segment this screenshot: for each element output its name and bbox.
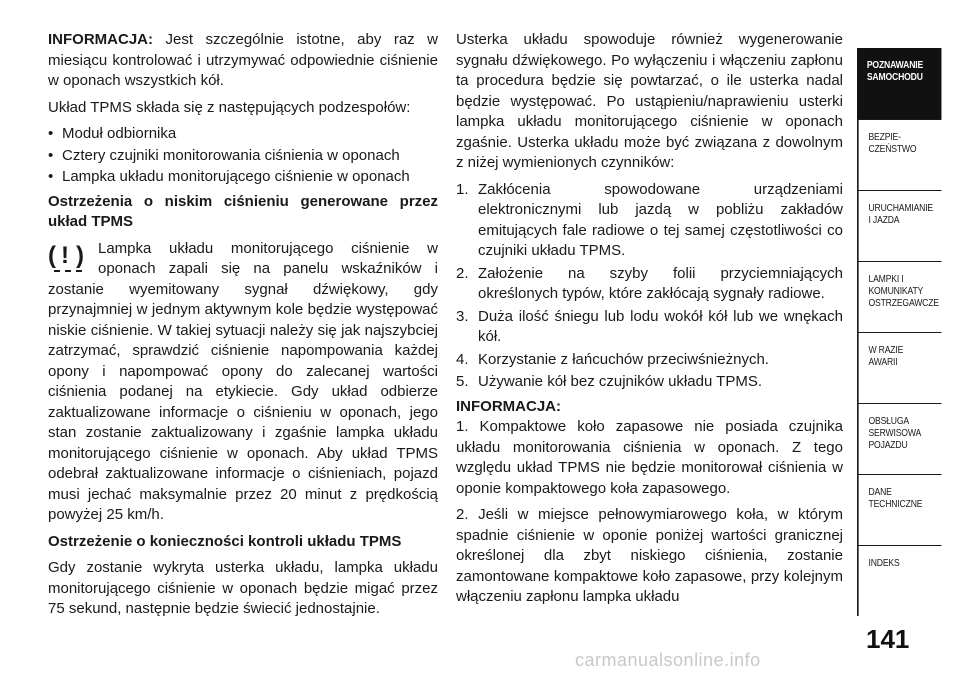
chapter-tabs [857,48,960,616]
service-text: Gdy zostanie wykryta usterka układu, lampka układu monitorującego ciśnienie w oponach będzie migać przez 75 sekund, następnie będzie świecić jednostajnie. [48,559,438,617]
list-item: • Moduł odbiornika [48,124,438,145]
note-1: 1. Kompaktowe koło zapasowe nie posiada czujnika układu monitorowania ciśnienia w oponach. Z tego względu układ TPMS nie będzie monitorował ciśnienia w oponie kompaktowego koła zapasowego. [456,418,843,497]
tab-indeks[interactable]: INDEKS [857,545,941,616]
tpms-intro: Układ TPMS składa się z następujących podzespołów: [48,98,411,116]
list-item: 3. Duża ilość śniegu lub lodu wokół kół lub we wnękach kół. [456,307,843,345]
note-2: 2. Jeśli w miejsce pełnowymiarowego koła, w którym spadnie ciśnienie w oponie poniżej wartości granicznej określonej dla zbyt niskiego ciśnienia, zostanie zamontowane kompaktowe koło zapasowe, przy kolejnym włączeniu zapłonu lampka układu [456,506,843,605]
tire-pressure-warning-icon: ( ! ) [48,243,88,273]
page-number: 141 [866,624,910,654]
list-item: 4. Korzystanie z łańcuchów przeciwśnieżnych. [456,350,769,368]
tab-w-razie-awarii[interactable]: W RAZIE AWARII [857,332,941,403]
right-column [456,30,843,614]
component-list [48,124,438,188]
fault-intro: Usterka układu spowoduje również wygenerowanie sygnału dźwiękowego. Po wyłączeniu i włączeniu zapłonu ta procedura będzie się powtarzać, o ile usterka nadal będzie występować. Po ustąpieniu/naprawieniu usterki lampka układu monitorującego ciśnienie w oponach zgaśnie. Usterka układu może być związana z dowolnym z niżej wymienionych czynników: [456,31,843,171]
heading-low-pressure: Ostrzeżenia o niskim ciśnieniu generowane przez układ TPMS [48,192,438,230]
info-paragraph [48,30,438,92]
list-item: 2. Założenie na szyby folii przyciemniających określonych typów, które zakłócają sygnały radiowe. [456,264,843,302]
tab-poznawanie-samochodu[interactable]: POZNAWANIE SAMOCHODU [857,48,941,119]
list-item: 1. Zakłócenia spowodowane urządzeniami elektronicznymi lub jazdą w pobliżu zakładów emitujących fale radiowe o tej samej częstotliwości co czujniki układu TPMS. [456,180,843,259]
tab-bezpieczenstwo[interactable]: BEZPIE- CZEŃSTWO [857,119,941,190]
tab-dane-techniczne[interactable]: DANE TECHNICZNE [857,474,941,545]
fault-causes-list [456,180,843,393]
list-item: • Lampka układu monitorującego ciśnienie w oponach [48,167,438,188]
heading-service: Ostrzeżenie o konieczności kontroli układu TPMS [48,532,402,550]
tab-uruchamianie-i-jazda[interactable]: URUCHAMIANIE I JAZDA [857,190,941,261]
list-item: 5. Używanie kół bez czujników układu TPMS. [456,373,763,390]
info-label: INFORMACJA: [48,31,153,48]
low-pressure-text: Lampka układu monitorującego ciśnienie w oponach zapali się na panelu wskaźników i zostanie wyemitowany sygnał dźwiękowy, gdy przynajmniej w jednym aktywnym kole będzie występować niskie ciśnienie. W takiej sytuacji należy się jak najszybciej zatrzymać, sprawdzić ciśnienie napompowania każdej opony i napompować opony do zalecanej wartości ciśnienia podanej na etykiecie. Gdy układ odbierze zaktualizowane informacje o ciśnieniu w oponach, jego stan zostanie zaktualizowany i zgaśnie lampka układu monitorującego ciśnienie w oponach. Aby układ TPMS odebrał zaktualizowane informacje o ciśnieniach, pojazd musi jechać maksymalnie przez 20 minut z prędkością powyżej 25 km/h. [48,239,438,523]
tab-obsluga-serwisowa[interactable]: OBSŁUGA SERWISOWA POJAZDU [857,403,941,474]
info-text: Jest szczególnie istotne, aby raz w miesiącu kontrolować i utrzymywać odpowiednie ciśnienie w oponach wszystkich kół. [48,31,438,89]
tab-lampki-i-komunikaty[interactable]: LAMPKI I KOMUNIKATY OSTRZEGAWCZE [857,261,941,332]
list-item: • Cztery czujniki monitorowania ciśnienia w oponach [48,146,438,167]
watermark: carmanualsonline.info [575,650,761,670]
left-column [48,30,438,626]
low-pressure-paragraph [48,239,438,526]
info-heading: INFORMACJA: [456,397,561,415]
